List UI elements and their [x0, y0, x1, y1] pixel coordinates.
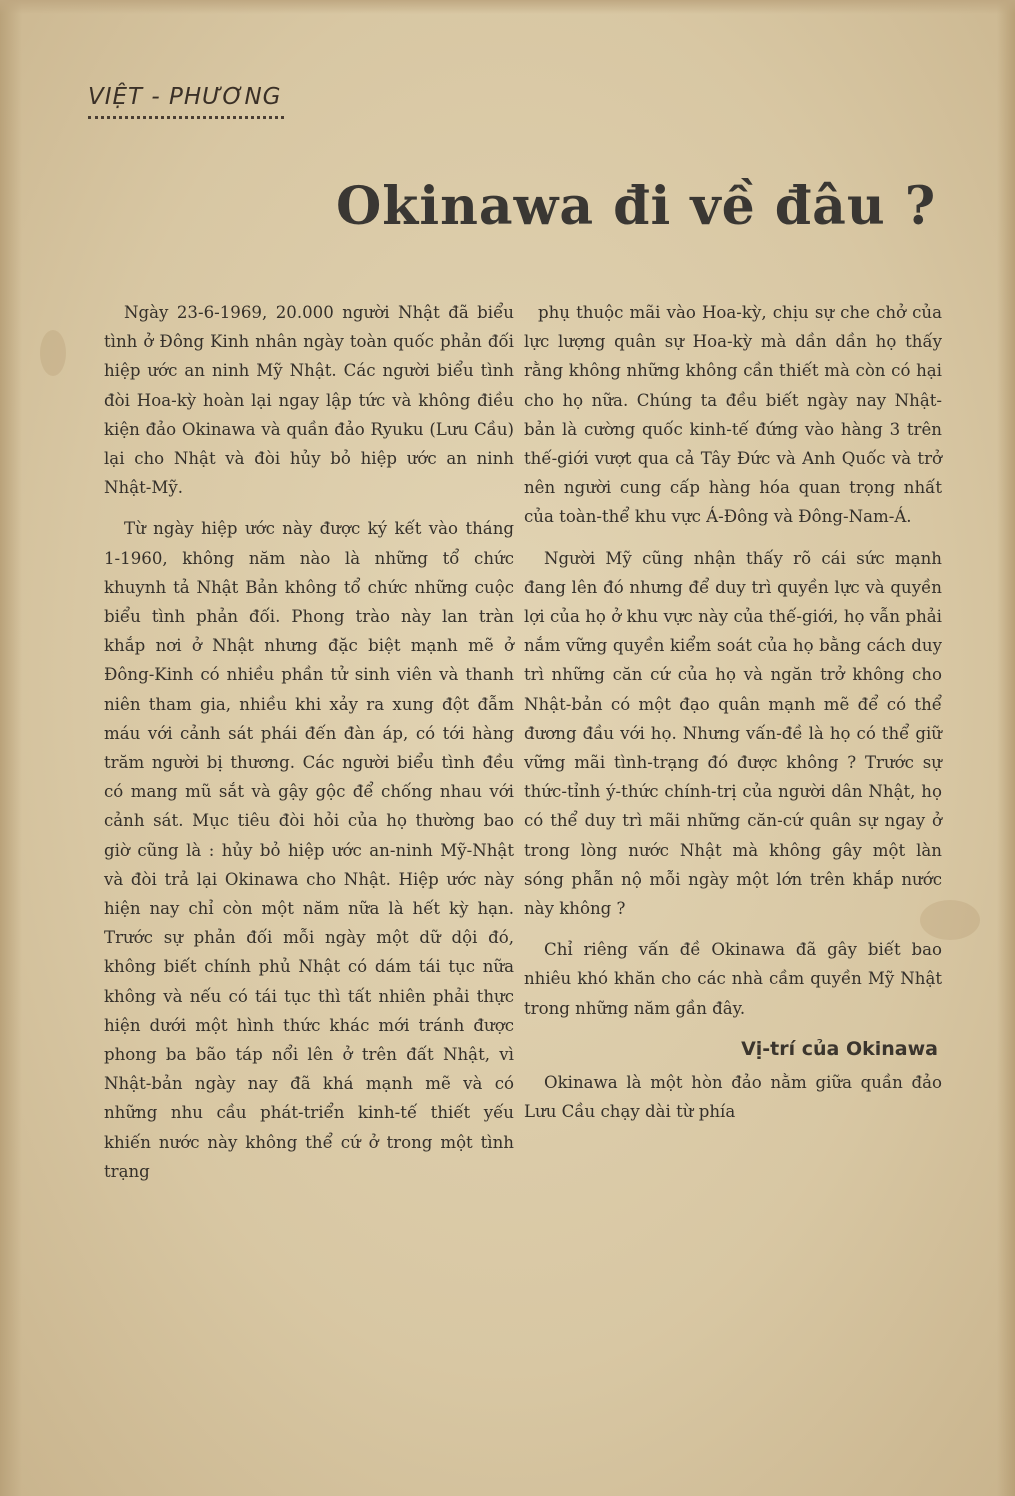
paper-edge-top [0, 0, 1015, 14]
paragraph: Chỉ riêng vấn đề Okinawa đã gây biết bao nhiêu khó khăn cho các nhà cầm quyền Mỹ Nhật trong những năm gần đây. [524, 940, 942, 1018]
paragraph: Okinawa là một hòn đảo nằm giữa quần đảo Lưu Cầu chạy dài từ phía [524, 1073, 942, 1122]
paper-edge-left [0, 0, 22, 1496]
paper-stain [40, 330, 66, 376]
paragraph: Ngày 23-6-1969, 20.000 người Nhật đã biểu tình ở Đông Kinh nhân ngày toàn quốc phản đối hiệp ước an ninh Mỹ Nhật. Các người biểu tình đòi Hoa-kỳ hoàn lại ngay lập tức và không điều kiện đảo Okinawa và quần đảo Ryuku (Lưu Cầu) lại cho Nhật và đòi hủy bỏ hiệp ước an ninh Nhật-Mỹ. [104, 303, 514, 498]
article-title: Okinawa đi về đâu ? [336, 176, 937, 237]
paper-edge-right [997, 0, 1015, 1496]
header-dotted-rule [88, 116, 284, 119]
paragraph: phụ thuộc mãi vào Hoa-kỳ, chịu sự che chở của lực lượng quân sự Hoa-kỳ mà dần dần họ thấy rằng không những không cần thiết mà còn có hại cho họ nữa. Chúng ta đều biết ngày nay Nhật-bản là cường quốc kinh-tế đứng vào hàng 3 trên thế-giới vượt qua cả Tây Đức và Anh Quốc và trở nên người cung cấp hàng hóa quan trọng nhất của toàn-thể khu vực Á-Đông và Đông-Nam-Á. [524, 303, 942, 527]
left-column [104, 298, 514, 1198]
right-column [524, 298, 942, 1138]
publication-header: VIỆT - PHƯƠNG [88, 84, 282, 110]
section-subheading: Vị-trí của Okinawa [741, 1037, 938, 1060]
paragraph: Người Mỹ cũng nhận thấy rõ cái sức mạnh đang lên đó nhưng để duy trì quyền lực và quyền lợi của họ ở khu vực này của thế-giới, họ vẫn phải nắm vững quyền kiểm soát của họ bằng cách duy trì những căn cứ của họ và ngăn trở không cho Nhật-bản có một đạo quân mạnh mẽ để có thể đương đầu với họ. Nhưng vấn-đề là họ có thể giữ vững mãi tình-trạng đó được không ? Trước sự thức-tỉnh ý-thức chính-trị của người dân Nhật, họ có thể duy trì mãi những căn-cứ quân sự ngay ở trong lòng nước Nhật mà không gây một làn sóng phẫn nộ mỗi ngày một lớn trên khắp nước này không ? [524, 548, 942, 919]
paragraph: Từ ngày hiệp ước này được ký kết vào tháng 1-1960, không năm nào là những tổ chức khuynh tả Nhật Bản không tổ chức những cuộc biểu tình phản đối. Phong trào này lan tràn khắp nơi ở Nhật nhưng đặc biệt mạnh mẽ ở Đông-Kinh có nhiều phần tử sinh viên và thanh niên tham gia, nhiều khi xảy ra xung đột đẫm máu với cảnh sát phái đến đàn áp, có tới hàng trăm người bị thương. Các người biểu tình đều có mang mũ sắt và gậy gộc để chống nhau với cảnh sát. Mục tiêu đòi hỏi của họ thường bao giờ cũng là : hủy bỏ hiệp ước an-ninh Mỹ-Nhật và đòi trả lại Okinawa cho Nhật. Hiệp ước này hiện nay chỉ còn một năm nữa là hết kỳ hạn. Trước sự phản đối mỗi ngày một dữ dội đó, không biết chính phủ Nhật có dám tái tục nữa không và nếu có tái tục thì tất nhiên phải thực hiện dưới một hình thức khác mới tránh được phong ba bão táp nổi lên ở trên đất Nhật, vì Nhật-bản ngày nay đã khá mạnh mẽ và có những nhu cầu phát-triển kinh-tế thiết yếu khiến nước này không thể cứ ở trong một tình trạng [104, 519, 514, 1181]
